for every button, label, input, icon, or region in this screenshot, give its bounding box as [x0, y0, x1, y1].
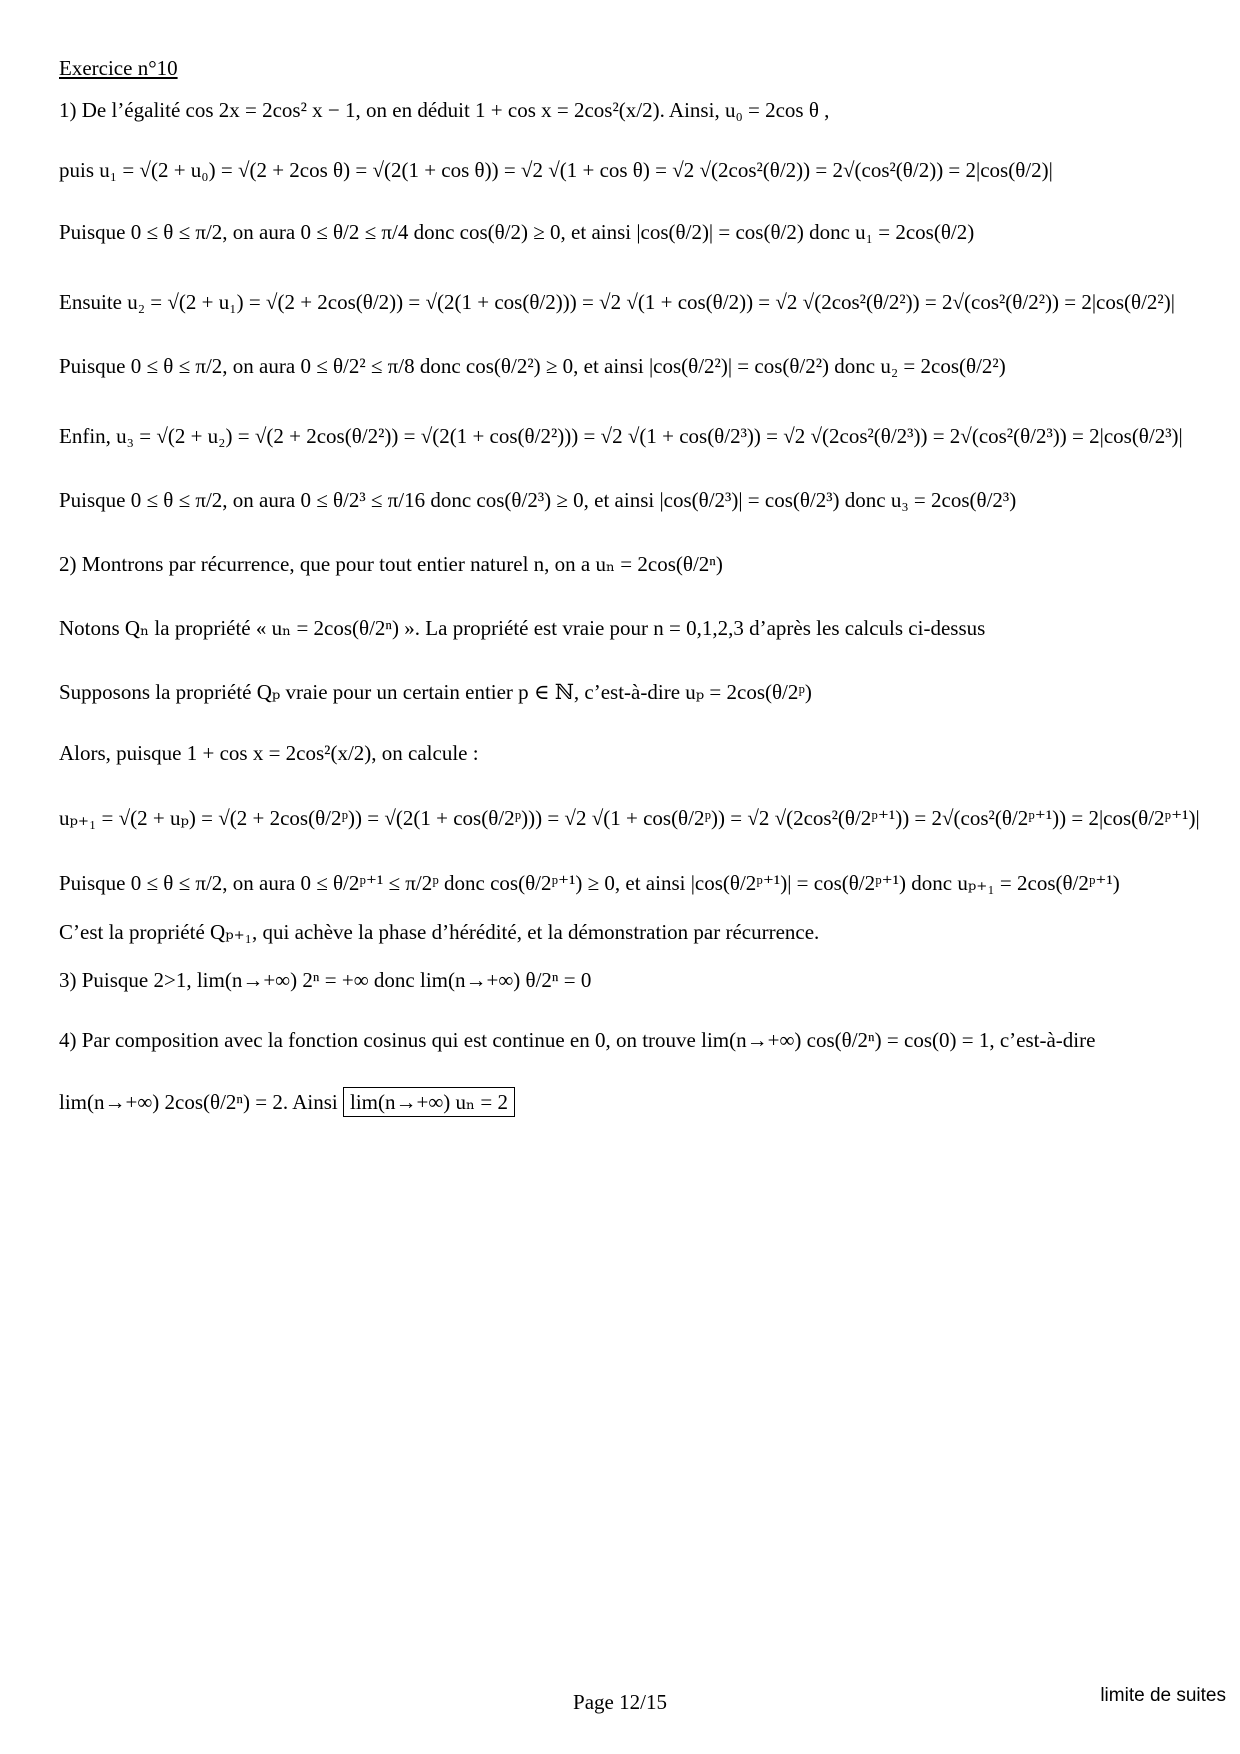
footer-tag: limite de suites: [1100, 1685, 1226, 1706]
line-9: Notons Qₙ la propriété « uₙ = 2cos(θ/2ⁿ) ». La propriété est vraie pour n = 0,1,2,3 d’après les calculs ci-dessus: [59, 616, 986, 640]
line-15: 3) Puisque 2>1, lim(n→+∞) 2ⁿ = +∞ donc lim(n→+∞) θ/2ⁿ = 0: [59, 968, 592, 992]
line-3: Puisque 0 ≤ θ ≤ π/2, on aura 0 ≤ θ/2 ≤ π/4 donc cos(θ/2) ≥ 0, et ainsi |cos(θ/2)| = cos(θ/2) donc u₁ = 2cos(θ/2): [59, 220, 975, 244]
line-10: Supposons la propriété Qₚ vraie pour un certain entier p ∈ ℕ, c’est-à-dire uₚ = 2cos(θ/2ᵖ): [59, 680, 812, 704]
line-17: [59, 1092, 515, 1113]
line-12: uₚ₊₁ = √(2 + uₚ) = √(2 + 2cos(θ/2ᵖ)) = √(2(1 + cos(θ/2ᵖ))) = √2 √(1 + cos(θ/2ᵖ)) = √2 √(2cos²(θ/2ᵖ⁺¹)) = 2√(cos²(θ/2ᵖ⁺¹)) = 2|cos(θ/2ᵖ⁺¹)|: [59, 806, 1200, 830]
exercise-title: Exercice n°10: [59, 56, 178, 80]
line-4: Ensuite u₂ = √(2 + u₁) = √(2 + 2cos(θ/2)) = √(2(1 + cos(θ/2))) = √2 √(1 + cos(θ/2)) = √2 √(2cos²(θ/2²)) = 2√(cos²(θ/2²)) = 2|cos(θ/2²)|: [59, 290, 1175, 314]
line-5: Puisque 0 ≤ θ ≤ π/2, on aura 0 ≤ θ/2² ≤ π/8 donc cos(θ/2²) ≥ 0, et ainsi |cos(θ/2²)| = cos(θ/2²) donc u₂ = 2cos(θ/2²): [59, 354, 1006, 378]
conclusion-box: lim(n→+∞) uₙ = 2: [343, 1087, 515, 1117]
line-1: 1) De l’égalité cos 2x = 2cos² x − 1, on en déduit 1 + cos x = 2cos²(x/2). Ainsi, u₀ = 2cos θ ,: [59, 98, 830, 122]
line-8: 2) Montrons par récurrence, que pour tout entier naturel n, on a uₙ = 2cos(θ/2ⁿ): [59, 552, 723, 576]
line-17-text: lim(n→+∞) 2cos(θ/2ⁿ) = 2. Ainsi: [59, 1090, 338, 1114]
line-16: 4) Par composition avec la fonction cosinus qui est continue en 0, on trouve lim(n→+∞) cos(θ/2ⁿ) = cos(0) = 1, c’est-à-dire: [59, 1028, 1096, 1052]
line-2: puis u₁ = √(2 + u₀) = √(2 + 2cos θ) = √(2(1 + cos θ)) = √2 √(1 + cos θ) = √2 √(2cos²(θ/2)) = 2√(cos²(θ/2)) = 2|cos(θ/2)|: [59, 158, 1053, 182]
line-7: Puisque 0 ≤ θ ≤ π/2, on aura 0 ≤ θ/2³ ≤ π/16 donc cos(θ/2³) ≥ 0, et ainsi |cos(θ/2³)| = cos(θ/2³) donc u₃ = 2cos(θ/2³): [59, 488, 1017, 512]
line-13: Puisque 0 ≤ θ ≤ π/2, on aura 0 ≤ θ/2ᵖ⁺¹ ≤ π/2ᵖ donc cos(θ/2ᵖ⁺¹) ≥ 0, et ainsi |cos(θ/2ᵖ⁺¹)| = cos(θ/2ᵖ⁺¹) donc uₚ₊₁ = 2cos(θ/2ᵖ⁺¹): [59, 871, 1120, 895]
page-number: Page 12/15: [573, 1690, 667, 1714]
line-14: C’est la propriété Qₚ₊₁, qui achève la phase d’hérédité, et la démonstration par récurrence.: [59, 920, 820, 944]
line-11: Alors, puisque 1 + cos x = 2cos²(x/2), on calcule :: [59, 741, 479, 765]
line-6: Enfin, u₃ = √(2 + u₂) = √(2 + 2cos(θ/2²)) = √(2(1 + cos(θ/2²))) = √2 √(1 + cos(θ/2³)) = √2 √(2cos²(θ/2³)) = 2√(cos²(θ/2³)) = 2|cos(θ/2³)|: [59, 424, 1183, 448]
